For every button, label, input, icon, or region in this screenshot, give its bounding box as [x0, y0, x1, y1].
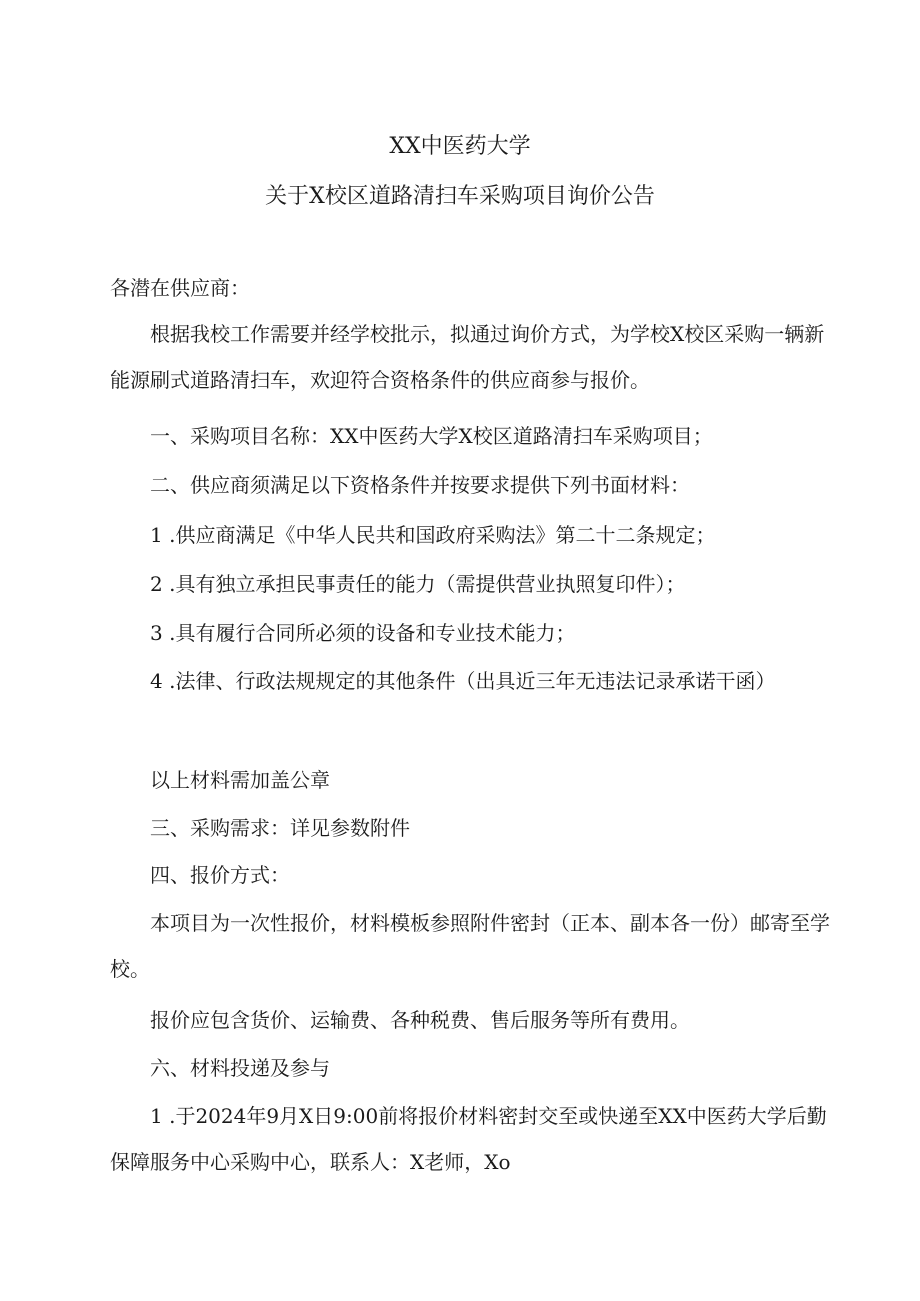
document-title-announcement: 关于X校区道路清扫车采购项目询价公告: [265, 184, 655, 209]
document-title-university: XX中医药大学: [389, 134, 531, 159]
section-1-project-name: 一、采购项目名称：XX中医药大学X校区道路清扫车采购项目；: [150, 424, 713, 448]
requirement-1: 1 .供应商满足《中华人民共和国政府采购法》第二十二条规定；: [150, 523, 716, 547]
section-3-requirements: 三、采购需求：详见参数附件: [150, 816, 410, 840]
intro-paragraph: 根据我校工作需要并经学校批示，拟通过询价方式，为学校X校区采购一辆新能源刷式道路清扫车，欢迎符合资格条件的供应商参与报价。: [110, 322, 825, 392]
delivery-item-1: 1 .于2024年9月X日9:00前将报价材料密封交至或快递至XX中医药大学后勤保障服务中心采购中心，联系人：X老师，Xo: [110, 1104, 827, 1174]
quote-includes-paragraph: 报价应包含货价、运输费、各种税费、售后服务等所有费用。: [150, 1008, 690, 1032]
section-4-quote-method: 四、报价方式：: [150, 863, 290, 887]
requirement-4: 4 .法律、行政法规规定的其他条件（出具近三年无违法记录承诺干函）: [150, 669, 776, 693]
requirement-3: 3 .具有履行合同所必须的设备和专业技术能力；: [150, 621, 576, 645]
seal-note: 以上材料需加盖公章: [150, 768, 330, 792]
requirement-2: 2 .具有独立承担民事责任的能力（需提供营业执照复印件）；: [150, 572, 686, 596]
quote-method-paragraph: 本项目为一次性报价，材料模板参照附件密封（正本、副本各一份）邮寄至学校。: [110, 911, 830, 981]
salutation: 各潜在供应商：: [110, 276, 250, 300]
section-6-delivery: 六、材料投递及参与: [150, 1056, 330, 1080]
section-2-qualifications: 二、供应商须满足以下资格条件并按要求提供下列书面材料：: [150, 473, 690, 497]
